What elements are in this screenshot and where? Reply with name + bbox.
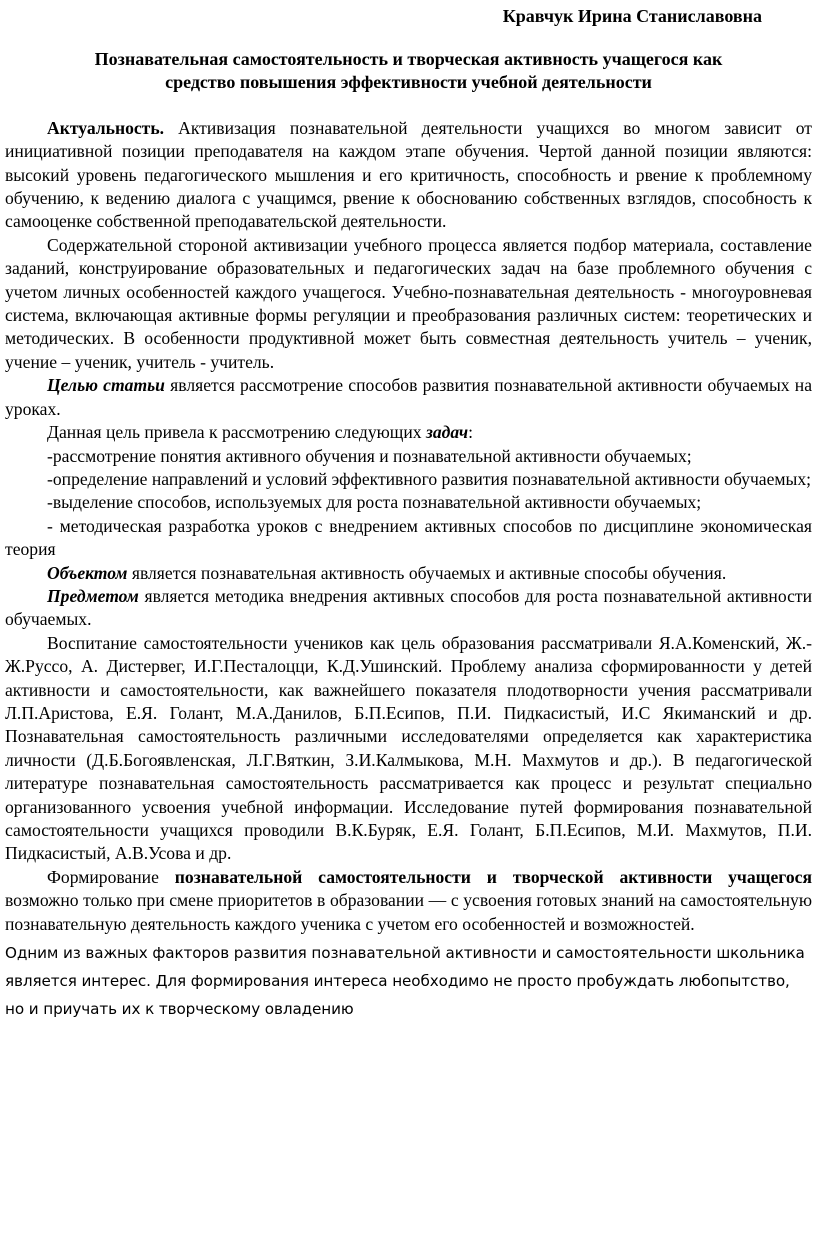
- formation-start: Формирование: [47, 866, 175, 887]
- paragraph-object: [5, 562, 812, 585]
- paragraph-independence-history: Воспитание самостоятельности учеников как цель образования рассматривали Я.А.Коменский, Ж.-Ж.Руссо, А. Дистервег, И.Г.Песталоцци, К.Д.Ушинский. Проблему анализа сформированности у детей активности и самостоятельности, как важнейшего показателя плодотворности учения рассматривали Л.П.Аристова, Е.Я. Голант, М.А.Данилов, Б.П.Есипов, П.И. Пидкасистый, И.С Якиманский и др. Познавательная самостоятельность различными исследователями определяется как характеристика личности (Д.Б.Богоявленская, Л.Г.Вяткин, З.И.Калмыкова, М.Н. Махмутов и др.). В педагогической литературе познавательная самостоятельность рассматривается как процесс и результат специально организованного усвоения учебной информации. Исследование путей формирования познавательной самостоятельности учащихся проводили В.К.Буряк, Е.Я. Голант, Б.П.Есипов, М.И. Махмутов, П.И. Пидкасистый, А.В.Усова и др.: [5, 632, 812, 864]
- title-line-1: Познавательная самостоятельность и творческая активность учащегося как: [94, 49, 723, 69]
- relevance-heading: Актуальность.: [47, 117, 165, 138]
- task-item-1: -рассмотрение понятия активного обучения и познавательной активности обучаемых;: [47, 445, 692, 466]
- paragraph-interest: [5, 939, 812, 1023]
- paragraph-content-side: Содержательной стороной активизации учебного процесса является подбор материала, составление заданий, конструирование образовательных и педагогических задач на базе проблемного обучения с учетом личных особенностей каждого учащегося. Учебно-познавательная деятельность - многоуровневая система, включающая активные формы регуляции и преобразования различных систем: теоретических и методических. В особенности продуктивной может быть совместная деятельность учитель – ученик, учение – ученик, учитель - учитель.: [5, 234, 812, 372]
- document-title: [5, 48, 812, 95]
- object-text: является познавательная активность обучаемых и активные способы обучения.: [127, 562, 727, 583]
- paragraph-subject: [5, 585, 812, 632]
- subject-text: является методика внедрения активных способов для роста познавательной активности обучаемых.: [5, 585, 812, 630]
- paragraph-formation: [5, 866, 812, 936]
- interest-line-2: является интерес. Для формирования интереса необходимо не просто пробуждать любопытство,: [5, 972, 790, 991]
- object-heading: Объектом: [47, 562, 128, 583]
- interest-line-3: но и приучать их к творческому овладению: [5, 1000, 354, 1019]
- tasks-word: задач: [425, 422, 469, 443]
- relevance-text: Активизация познавательной деятельности учащихся во многом зависит от инициативной позиции преподавателя на каждом этапе обучения. Чертой данной позиции являются: высокий уровень педагогического мышления и его критичность, способность и рвение к проблемному обучению, к ведению диалога с учащимся, рвение к обоснованию собственных взглядов, способность к самооценке собственной преподавательской деятельности.: [5, 117, 812, 232]
- task-item-3: -выделение способов, используемых для роста познавательной активности обучаемых;: [47, 492, 702, 513]
- paragraph-relevance: [5, 117, 812, 234]
- author-name: Кравчук Ирина Станиславовна: [502, 6, 762, 26]
- interest-line-1: Одним из важных факторов развития познавательной активности и самостоятельности школьника: [5, 944, 805, 963]
- paragraph-goal: [5, 374, 812, 421]
- tasks-colon: :: [468, 422, 474, 443]
- goal-heading: Целью статьи: [47, 375, 165, 396]
- task-item-2: -определение направлений и условий эффективного развития познавательной активности обучаемых;: [47, 468, 812, 489]
- subject-heading: Предметом: [47, 585, 139, 606]
- formation-text: возможно только при смене приоритетов в образовании — с усвоения готовых знаний на самостоятельную познавательную деятельность каждого ученика с учетом его особенностей и возможностей.: [5, 890, 812, 934]
- formation-bold: познавательной самостоятельности и творческой активности учащегося: [174, 866, 812, 887]
- task-item-4: - методическая разработка уроков с внедрением активных способов по дисциплине экономическая теория: [5, 515, 812, 560]
- tasks-intro-text: Данная цель привела к рассмотрению следующих: [47, 422, 426, 443]
- goal-text: является рассмотрение способов развития познавательной активности обучаемых на уроках.: [5, 375, 812, 419]
- title-line-2: средство повышения эффективности учебной деятельности: [165, 72, 652, 93]
- paragraph-tasks-intro: [5, 421, 812, 444]
